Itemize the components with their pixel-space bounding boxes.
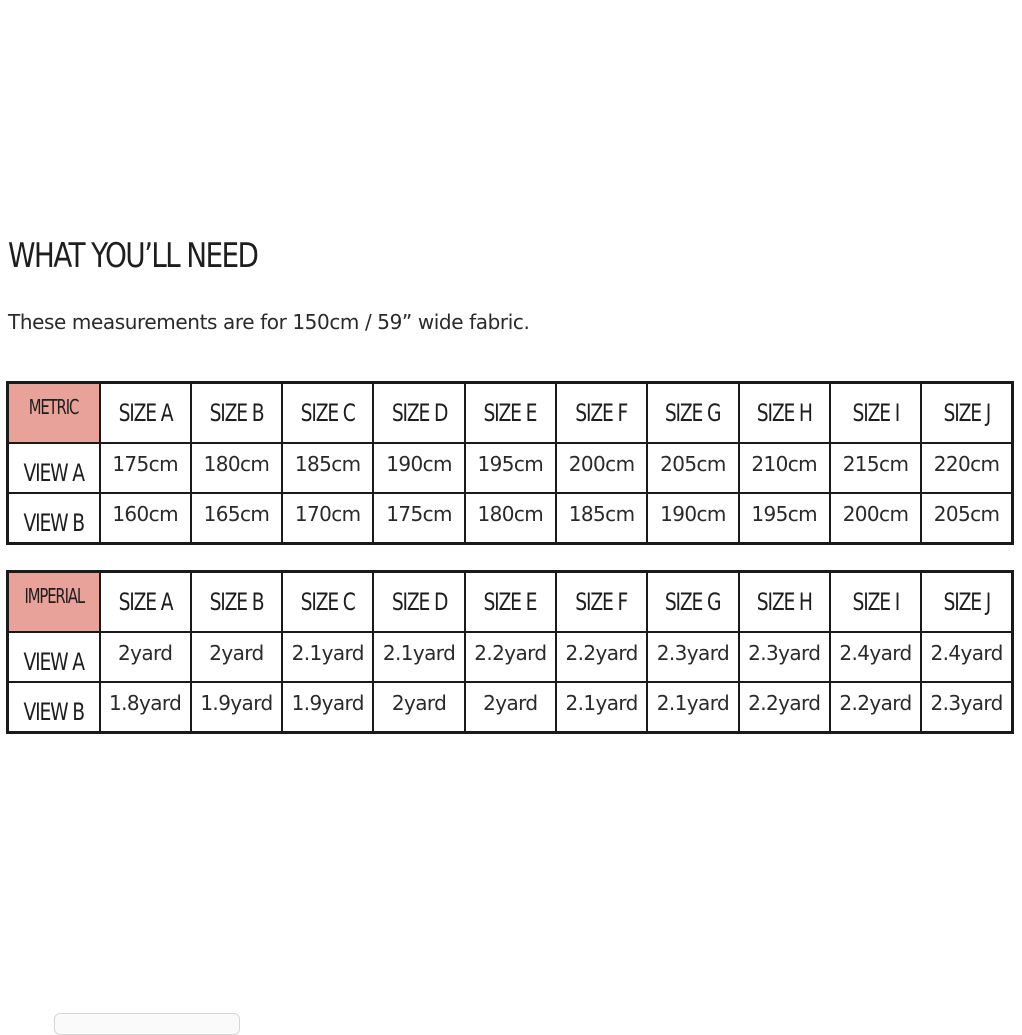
size-header-label: SIZE B — [209, 399, 264, 427]
measurement-cell — [647, 443, 738, 493]
measurement-value: 2.3yard — [930, 691, 1003, 715]
measurement-value: 170cm — [294, 502, 361, 526]
measurement-value: 2.2yard — [565, 641, 638, 665]
imperial-size-table — [6, 570, 1014, 734]
measurement-value: 185cm — [294, 452, 361, 476]
size-header-cell — [556, 383, 647, 444]
measurement-value: 2.1yard — [565, 691, 638, 715]
size-header-cell — [282, 383, 373, 444]
view-label: VIEW A — [23, 648, 84, 676]
size-header-label: SIZE E — [483, 588, 537, 616]
table-row — [8, 682, 1013, 733]
measurement-value: 190cm — [386, 452, 452, 476]
measurement-cell — [100, 443, 191, 493]
measurement-cell — [830, 443, 921, 493]
size-header-label: SIZE C — [300, 588, 355, 616]
measurement-cell — [191, 493, 282, 544]
size-header-label: SIZE I — [852, 588, 899, 616]
imperial-header-row — [8, 572, 1013, 633]
view-label: VIEW B — [23, 509, 84, 537]
measurement-value: 205cm — [660, 452, 726, 476]
measurement-value: 2yard — [391, 691, 447, 715]
size-header-label: SIZE F — [575, 588, 628, 616]
measurement-cell — [282, 682, 373, 733]
size-header-cell — [739, 572, 830, 633]
size-header-cell — [739, 383, 830, 444]
size-header-label: SIZE H — [756, 588, 812, 616]
measurement-cell — [830, 632, 921, 682]
size-header-cell — [191, 572, 282, 633]
measurement-value: 210cm — [751, 452, 818, 476]
measurement-value: 175cm — [386, 502, 452, 526]
measurement-cell — [465, 682, 556, 733]
size-header-cell — [647, 572, 738, 633]
unit-label: IMPERIAL — [23, 584, 84, 608]
size-header-cell — [647, 383, 738, 444]
size-header-cell — [465, 383, 556, 444]
measurement-value: 2.1yard — [291, 641, 364, 665]
measurement-value: 180cm — [203, 452, 270, 476]
measurement-cell — [373, 493, 464, 544]
view-label-cell — [8, 682, 100, 733]
measurement-cell — [282, 493, 373, 544]
size-header-cell — [830, 572, 921, 633]
measurement-cell — [921, 443, 1012, 493]
measurement-value: 200cm — [842, 502, 909, 526]
measurement-value: 2.4yard — [930, 641, 1003, 665]
size-header-cell — [921, 383, 1012, 444]
view-label-cell — [8, 443, 100, 493]
size-header-label: SIZE A — [118, 588, 173, 616]
table-row — [8, 443, 1013, 493]
size-header-label: SIZE B — [209, 588, 264, 616]
measurement-value: 205cm — [933, 502, 1000, 526]
size-header-label: SIZE D — [391, 588, 447, 616]
measurement-value: 215cm — [842, 452, 909, 476]
measurement-cell — [921, 493, 1012, 544]
measurement-cell — [465, 632, 556, 682]
measurement-cell — [556, 443, 647, 493]
size-header-cell — [282, 572, 373, 633]
measurement-cell — [647, 493, 738, 544]
measurement-cell — [921, 632, 1012, 682]
fabric-width-note: These measurements are for 150cm / 59” wide fabric. — [8, 310, 530, 334]
measurement-cell — [830, 493, 921, 544]
measurement-cell — [556, 493, 647, 544]
size-header-label: SIZE C — [300, 399, 355, 427]
measurement-cell — [191, 632, 282, 682]
table-row — [8, 493, 1013, 544]
bottom-floating-tab[interactable] — [54, 1013, 240, 1035]
measurement-cell — [556, 682, 647, 733]
measurement-value: 2.4yard — [839, 641, 912, 665]
measurement-value: 2.2yard — [839, 691, 912, 715]
size-header-cell — [373, 572, 464, 633]
measurement-value: 165cm — [203, 502, 270, 526]
measurement-value: 195cm — [751, 502, 818, 526]
measurement-cell — [739, 443, 830, 493]
measurement-value: 1.8yard — [109, 691, 182, 715]
size-header-label: SIZE E — [483, 399, 537, 427]
measurement-cell — [647, 682, 738, 733]
measurement-cell — [739, 493, 830, 544]
view-label: VIEW A — [23, 459, 84, 487]
size-header-label: SIZE I — [852, 399, 899, 427]
measurement-cell — [100, 493, 191, 544]
measurement-value: 2.2yard — [474, 641, 547, 665]
size-header-cell — [100, 383, 191, 444]
measurement-cell — [191, 682, 282, 733]
measurement-value: 2.3yard — [748, 641, 821, 665]
table-row — [8, 632, 1013, 682]
measurement-value: 2yard — [209, 641, 264, 665]
measurement-cell — [191, 443, 282, 493]
measurement-value: 2.2yard — [748, 691, 821, 715]
measurement-cell — [739, 632, 830, 682]
measurement-value: 2.3yard — [656, 641, 730, 665]
size-header-label: SIZE A — [118, 399, 173, 427]
size-header-label: SIZE G — [665, 588, 721, 616]
size-header-cell — [921, 572, 1012, 633]
measurement-cell — [556, 632, 647, 682]
measurement-cell — [100, 632, 191, 682]
measurement-value: 190cm — [660, 502, 726, 526]
measurement-value: 1.9yard — [200, 691, 273, 715]
size-header-cell — [373, 383, 464, 444]
metric-header-row — [8, 383, 1013, 444]
size-header-label: SIZE D — [391, 399, 447, 427]
size-header-label: SIZE J — [943, 399, 990, 427]
measurement-cell — [465, 443, 556, 493]
measurement-cell — [282, 443, 373, 493]
measurement-cell — [100, 682, 191, 733]
measurement-value: 220cm — [933, 452, 1000, 476]
measurement-value: 2.1yard — [382, 641, 456, 665]
measurement-cell — [830, 682, 921, 733]
metric-unit-cell — [8, 383, 100, 444]
measurement-cell — [647, 632, 738, 682]
unit-label: METRIC — [29, 395, 79, 419]
size-header-label: SIZE F — [575, 399, 628, 427]
size-header-cell — [100, 572, 191, 633]
measurement-value: 2yard — [117, 641, 173, 665]
size-header-cell — [465, 572, 556, 633]
measurement-value: 2.1yard — [656, 691, 730, 715]
measurement-cell — [282, 632, 373, 682]
size-header-label: SIZE H — [756, 399, 812, 427]
size-header-cell — [830, 383, 921, 444]
size-header-label: SIZE G — [665, 399, 721, 427]
measurement-cell — [921, 682, 1012, 733]
measurement-value: 200cm — [568, 452, 635, 476]
measurement-cell — [373, 632, 464, 682]
size-header-cell — [556, 572, 647, 633]
measurement-cell — [465, 493, 556, 544]
measurement-value: 160cm — [112, 502, 178, 526]
measurement-cell — [373, 443, 464, 493]
view-label-cell — [8, 632, 100, 682]
measurement-value: 2yard — [483, 691, 538, 715]
size-header-cell — [191, 383, 282, 444]
measurement-value: 175cm — [112, 452, 178, 476]
measurement-value: 195cm — [477, 452, 544, 476]
imperial-unit-cell — [8, 572, 100, 633]
measurement-value: 180cm — [477, 502, 544, 526]
size-header-label: SIZE J — [943, 588, 990, 616]
measurement-value: 185cm — [568, 502, 635, 526]
measurement-cell — [373, 682, 464, 733]
measurement-value: 1.9yard — [291, 691, 364, 715]
measurement-cell — [739, 682, 830, 733]
page-heading: WHAT YOU’LL NEED — [8, 236, 258, 276]
view-label-cell — [8, 493, 100, 544]
metric-size-table — [6, 381, 1014, 545]
view-label: VIEW B — [23, 698, 84, 726]
